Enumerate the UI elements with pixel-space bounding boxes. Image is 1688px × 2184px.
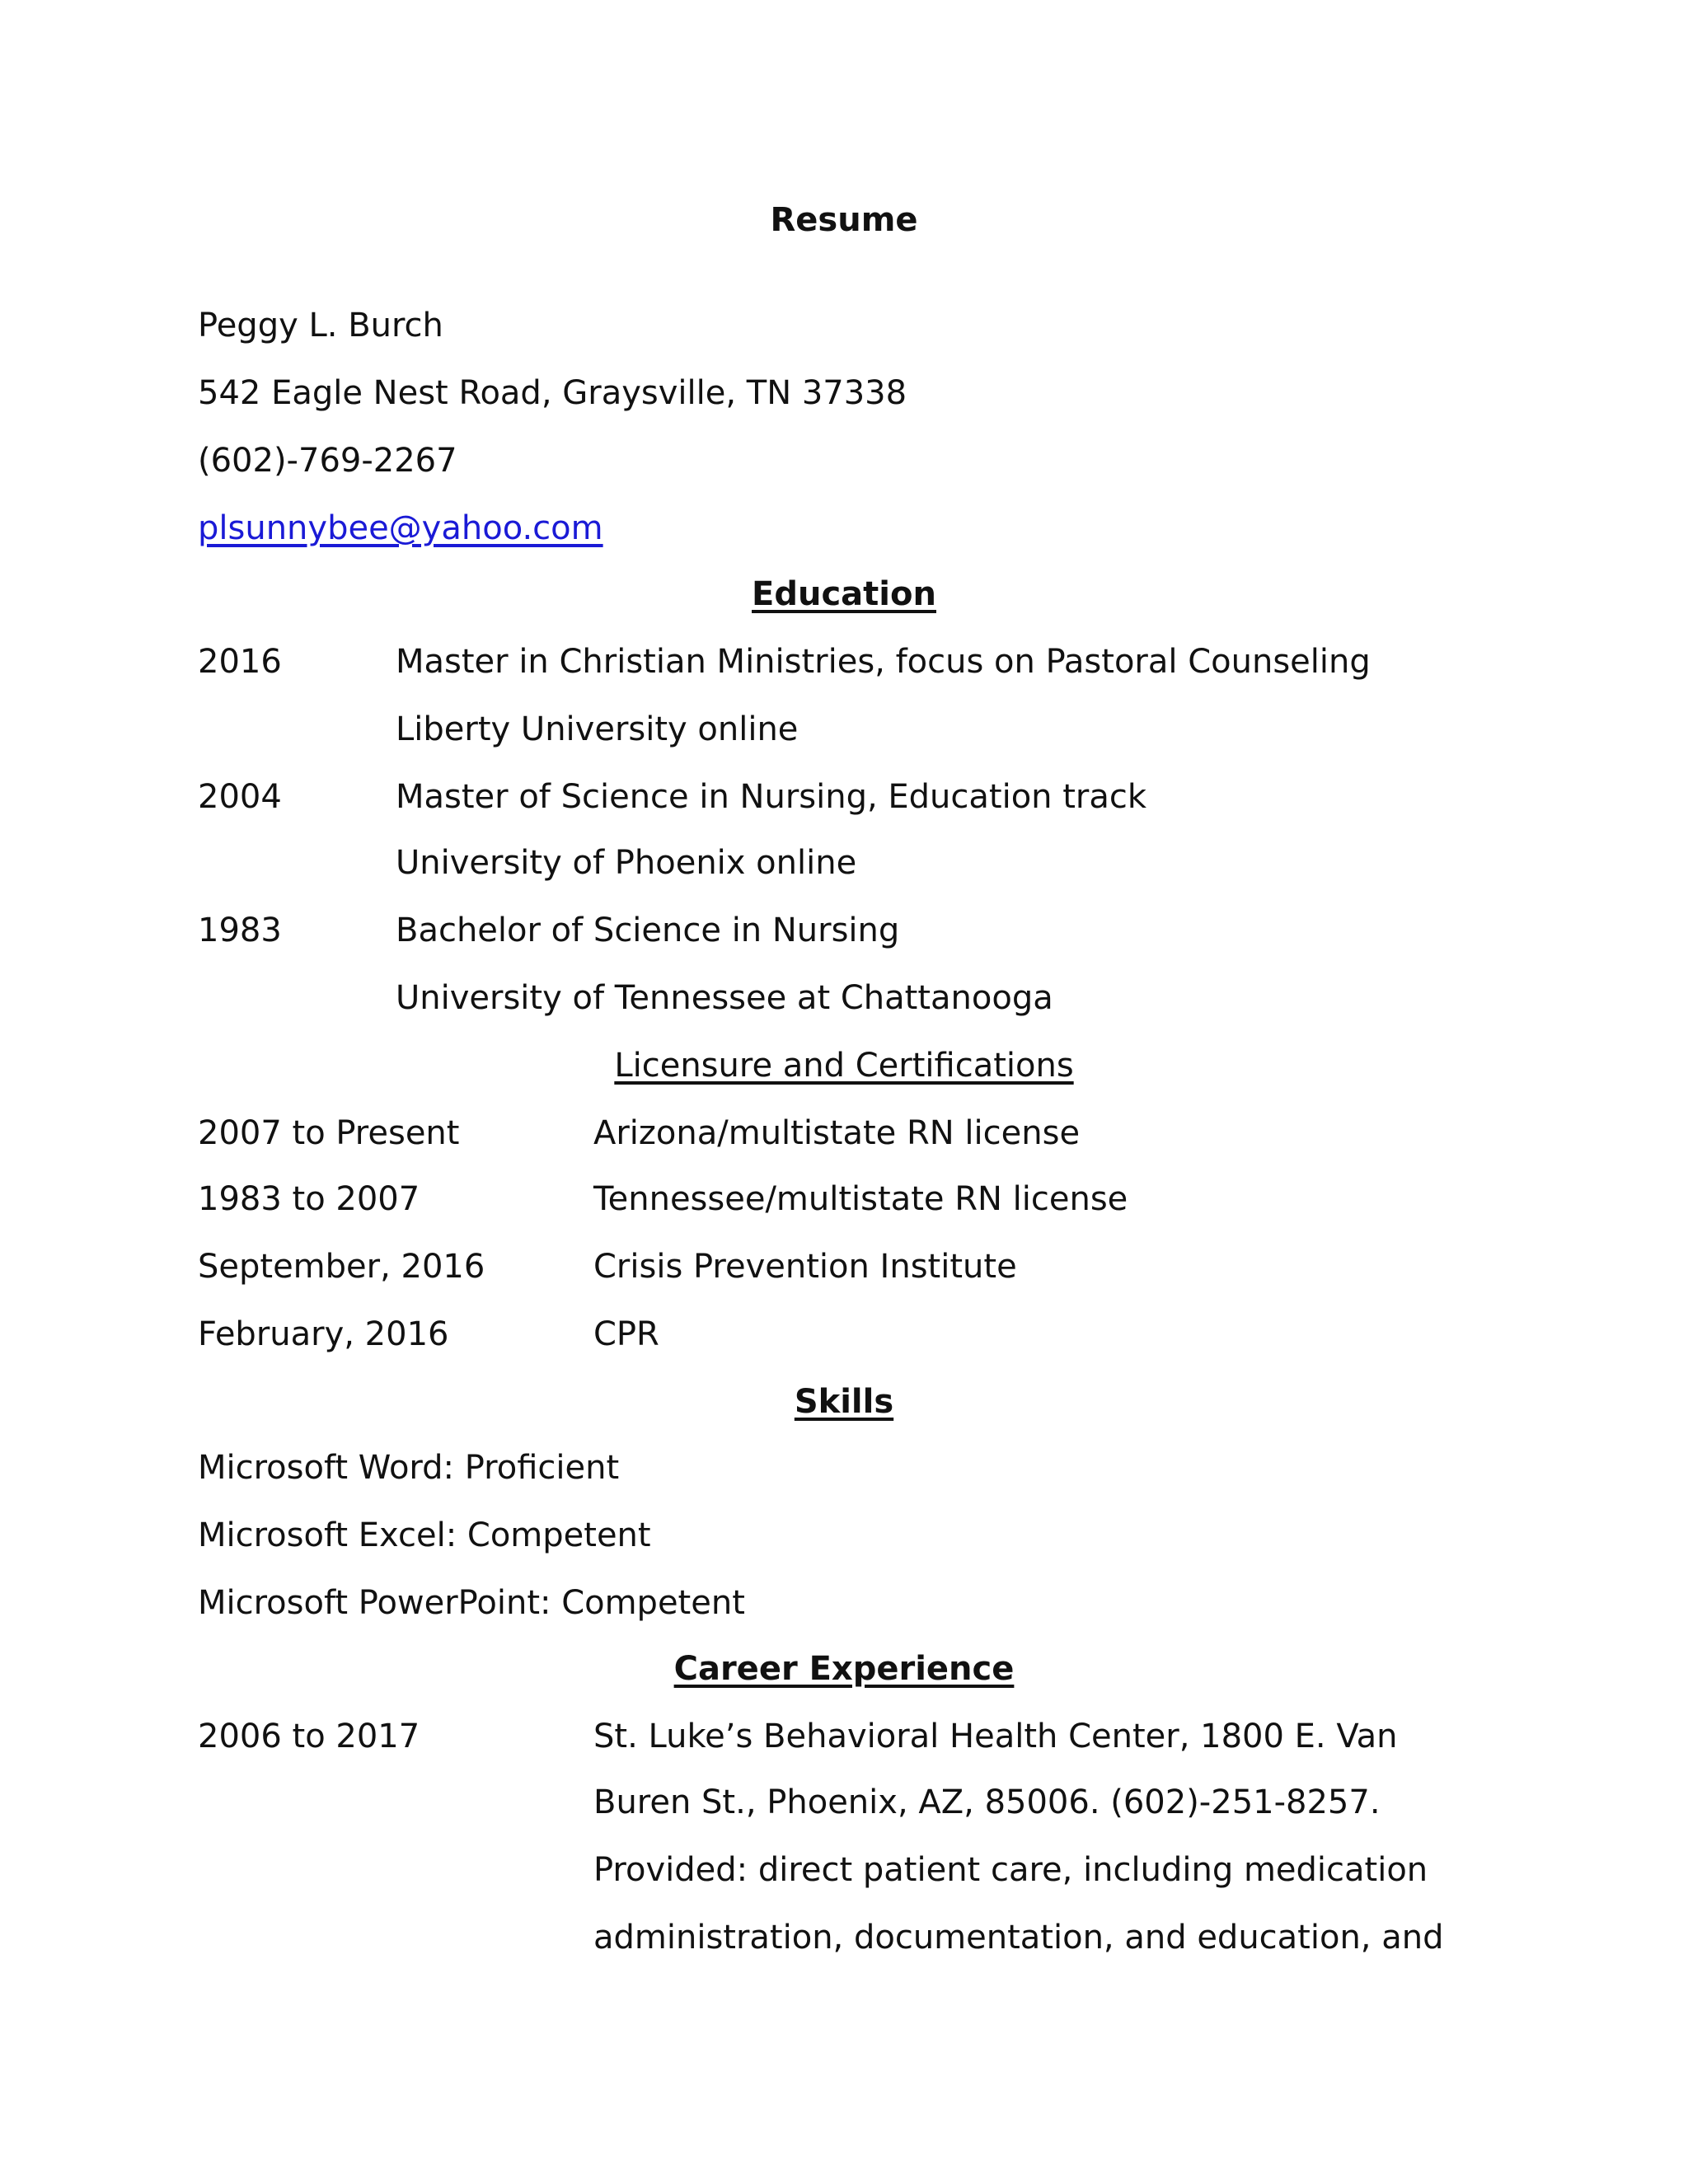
skills-heading: Skills [794, 1383, 894, 1421]
education-degree: Bachelor of Science in Nursing [396, 912, 900, 949]
licensure-date: September, 2016 [198, 1248, 485, 1286]
education-year: 1983 [198, 912, 282, 949]
career-description-line: Provided: direct patient care, including medication [593, 1851, 1428, 1889]
career-description-line: St. Luke’s Behavioral Health Center, 1800 E. Van [593, 1718, 1398, 1755]
skill-item: Microsoft PowerPoint: Competent [198, 1584, 745, 1622]
education-heading: Education [752, 575, 936, 613]
contact-name: Peggy L. Burch [198, 307, 443, 344]
education-degree: Master in Christian Ministries, focus on Pastoral Counseling [396, 643, 1371, 681]
licensure-item: CPR [593, 1315, 659, 1353]
contact-phone: (602)-769-2267 [198, 442, 457, 480]
licensure-item: Tennessee/multistate RN license [593, 1180, 1128, 1218]
career-dates: 2006 to 2017 [198, 1718, 420, 1755]
skill-item: Microsoft Excel: Competent [198, 1516, 651, 1554]
licensure-date: February, 2016 [198, 1315, 449, 1353]
page-title: Resume [770, 201, 918, 239]
licensure-item: Crisis Prevention Institute [593, 1248, 1017, 1286]
education-school: Liberty University online [396, 710, 799, 748]
education-degree: Master of Science in Nursing, Education track [396, 778, 1147, 816]
licensure-heading: Licensure and Certifications [614, 1047, 1074, 1085]
education-year: 2004 [198, 778, 282, 816]
contact-address: 542 Eagle Nest Road, Graysville, TN 37338 [198, 374, 907, 412]
licensure-date: 1983 to 2007 [198, 1180, 420, 1218]
skill-item: Microsoft Word: Proficient [198, 1449, 620, 1487]
education-school: University of Tennessee at Chattanooga [396, 979, 1053, 1017]
education-year: 2016 [198, 643, 282, 681]
licensure-date: 2007 to Present [198, 1114, 460, 1152]
education-school: University of Phoenix online [396, 844, 857, 882]
career-description-line: Buren St., Phoenix, AZ, 85006. (602)-251-8257. [593, 1783, 1381, 1821]
licensure-item: Arizona/multistate RN license [593, 1114, 1081, 1152]
career-description-line: administration, documentation, and education, and [593, 1919, 1444, 1957]
career-heading: Career Experience [673, 1650, 1015, 1688]
contact-email-link[interactable]: plsunnybee@yahoo.com [198, 509, 603, 547]
